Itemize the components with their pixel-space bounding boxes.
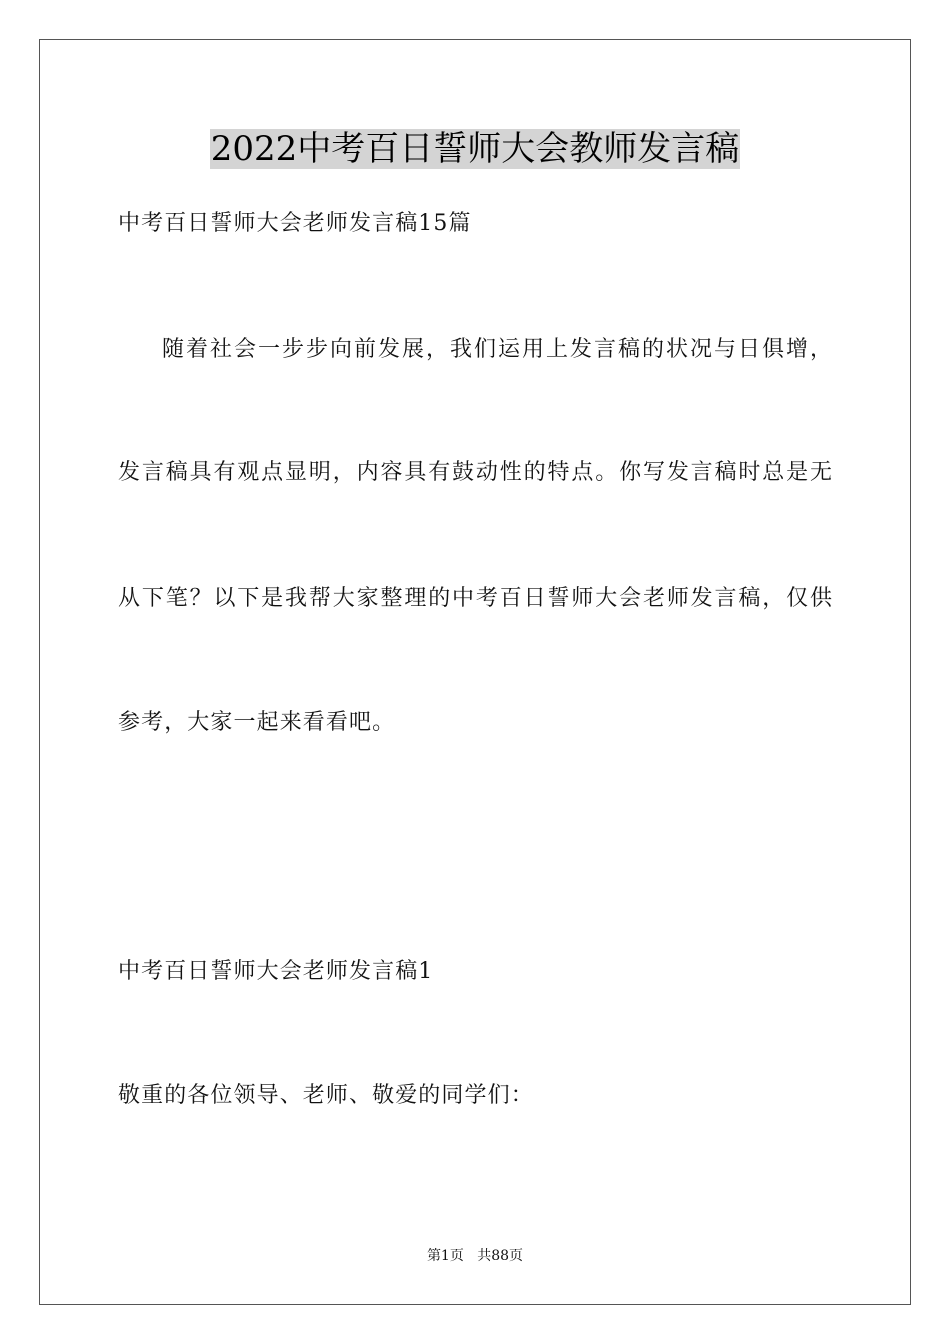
intro-line-4: 参考，大家一起来看看吧。 bbox=[118, 710, 396, 735]
section-heading: 中考百日誓师大会老师发言稿1 bbox=[118, 959, 434, 984]
salutation: 敬重的各位领导、老师、敬爱的同学们： bbox=[118, 1083, 534, 1108]
document-subtitle: 中考百日誓师大会老师发言稿15篇 bbox=[118, 211, 472, 236]
intro-line-2: 发言稿具有观点显明，内容具有鼓动性的特点。你写发言稿时总是无 bbox=[118, 460, 832, 485]
page-total: 共88页 bbox=[477, 1248, 524, 1264]
page-number: 第1页 bbox=[426, 1248, 464, 1264]
intro-line-3: 从下笔？以下是我帮大家整理的中考百日誓师大会老师发言稿，仅供 bbox=[118, 586, 832, 611]
document-title bbox=[0, 124, 950, 174]
page-footer bbox=[0, 1246, 950, 1266]
document-title-text: 2022中考百日誓师大会教师发言稿 bbox=[210, 129, 740, 169]
intro-line-1: 随着社会一步步向前发展，我们运用上发言稿的状况与日俱增， bbox=[162, 337, 832, 362]
